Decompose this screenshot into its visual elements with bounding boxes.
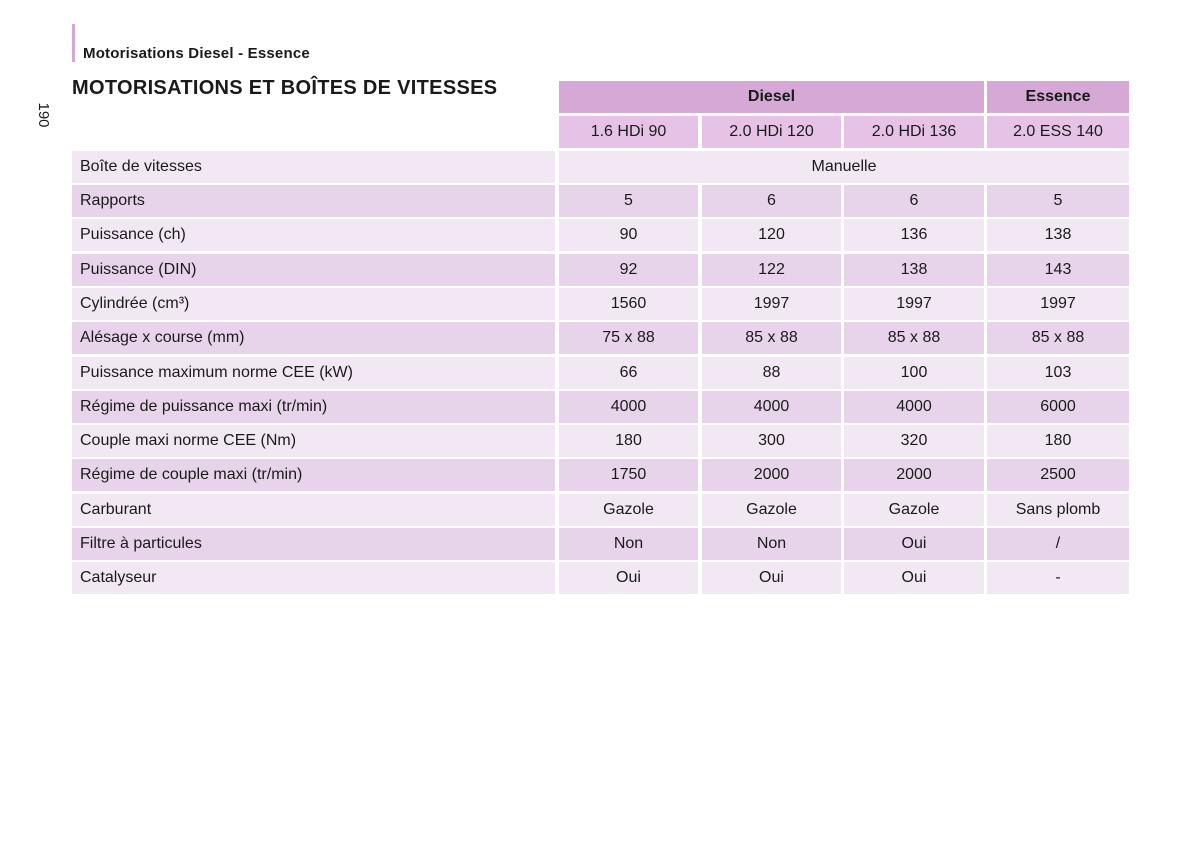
table-cell: 66 (559, 357, 698, 389)
row-label: Couple maxi norme CEE (Nm) (72, 425, 555, 457)
table-cell: Gazole (702, 494, 841, 526)
row-label: Boîte de vitesses (72, 151, 555, 183)
table-cell: 143 (987, 254, 1129, 286)
table-cell: 75 x 88 (559, 322, 698, 354)
table-cell-gearbox: Manuelle (559, 151, 1129, 183)
table-cell: - (987, 562, 1129, 594)
row-label: Puissance (DIN) (72, 254, 555, 286)
table-cell: 2000 (702, 459, 841, 491)
table-cell: 1560 (559, 288, 698, 320)
column-header: 2.0 HDi 120 (702, 116, 841, 148)
table-cell: 1750 (559, 459, 698, 491)
table-cell: 4000 (702, 391, 841, 423)
table-cell: 103 (987, 357, 1129, 389)
table-cell: 300 (702, 425, 841, 457)
table-cell: 6 (702, 185, 841, 217)
table-cell: 138 (987, 219, 1129, 251)
row-label: Régime de puissance maxi (tr/min) (72, 391, 555, 423)
row-label: Régime de couple maxi (tr/min) (72, 459, 555, 491)
table-cell: 138 (844, 254, 984, 286)
table-cell: 320 (844, 425, 984, 457)
table-cell: 2500 (987, 459, 1129, 491)
table-cell: 6 (844, 185, 984, 217)
table-cell: 85 x 88 (844, 322, 984, 354)
table-cell: 5 (987, 185, 1129, 217)
table-cell: 5 (559, 185, 698, 217)
page-title: MOTORISATIONS ET BOÎTES DE VITESSES (72, 77, 498, 99)
table-cell: Gazole (559, 494, 698, 526)
table-cell: 6000 (987, 391, 1129, 423)
table-cell: / (987, 528, 1129, 560)
group-header-essence: Essence (987, 81, 1129, 113)
table-cell: Non (559, 528, 698, 560)
table-cell: Sans plomb (987, 494, 1129, 526)
column-header: 2.0 HDi 136 (844, 116, 984, 148)
table-cell: 1997 (844, 288, 984, 320)
table-cell: 2000 (844, 459, 984, 491)
row-label: Filtre à particules (72, 528, 555, 560)
table-cell: 1997 (987, 288, 1129, 320)
row-label: Cylindrée (cm³) (72, 288, 555, 320)
table-cell: 120 (702, 219, 841, 251)
row-label: Puissance maximum norme CEE (kW) (72, 357, 555, 389)
side-accent-bar (72, 24, 75, 62)
row-label: Carburant (72, 494, 555, 526)
table-cell: Oui (559, 562, 698, 594)
row-label: Puissance (ch) (72, 219, 555, 251)
table-cell: Oui (702, 562, 841, 594)
table-cell: 85 x 88 (987, 322, 1129, 354)
table-cell: Non (702, 528, 841, 560)
table-cell: 4000 (844, 391, 984, 423)
table-cell: 100 (844, 357, 984, 389)
table-cell: 92 (559, 254, 698, 286)
column-header: 2.0 ESS 140 (987, 116, 1129, 148)
table-cell: 136 (844, 219, 984, 251)
row-label: Catalyseur (72, 562, 555, 594)
table-cell: 88 (702, 357, 841, 389)
page-number: 190 (35, 102, 52, 128)
row-label: Rapports (72, 185, 555, 217)
section-label: Motorisations Diesel - Essence (83, 45, 310, 62)
table-cell: Gazole (844, 494, 984, 526)
table-cell: 180 (559, 425, 698, 457)
table-cell: 90 (559, 219, 698, 251)
table-cell: 122 (702, 254, 841, 286)
table-cell: 85 x 88 (702, 322, 841, 354)
row-label: Alésage x course (mm) (72, 322, 555, 354)
table-cell: Oui (844, 562, 984, 594)
table-cell: 1997 (702, 288, 841, 320)
group-header-diesel: Diesel (559, 81, 984, 113)
table-cell: 180 (987, 425, 1129, 457)
table-cell: 4000 (559, 391, 698, 423)
column-header: 1.6 HDi 90 (559, 116, 698, 148)
table-cell: Oui (844, 528, 984, 560)
